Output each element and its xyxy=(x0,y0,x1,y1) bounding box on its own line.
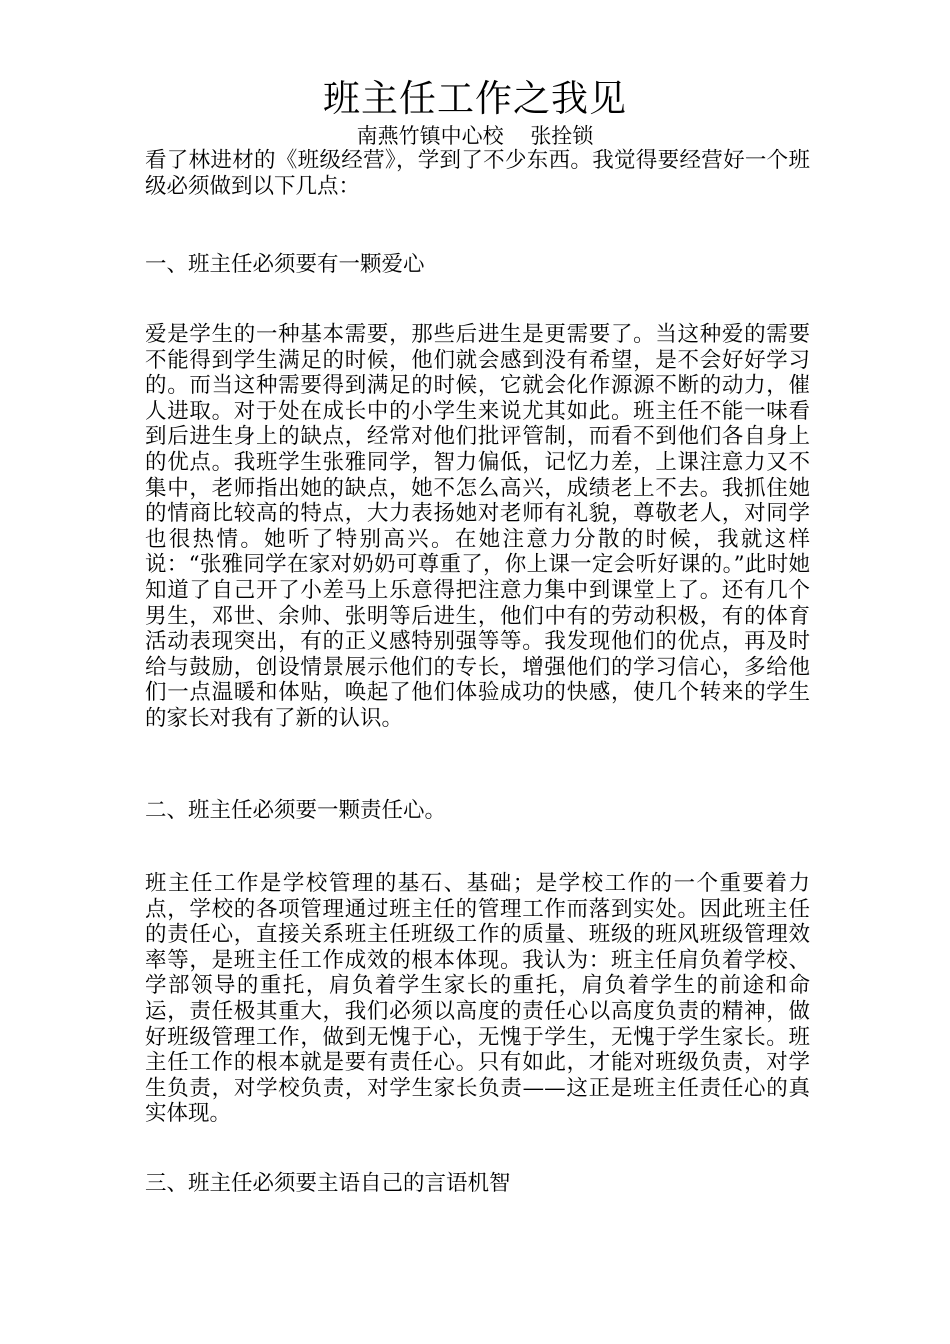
byline xyxy=(0,122,950,150)
section-body-2: 班主任工作是学校管理的基石、基础；是学校工作的一个重要着力点，学校的各项管理通过班主任的管理工作而落到实处。因此班主任的责任心，直接关系班主任班级工作的质量、班级的班风班级管理效率等，是班主任工作成效的根本体现。我认为：班主任肩负着学校、学部领导的重托，肩负着学生家长的重托，肩负着学生的前途和命运，责任极其重大，我们必须以高度的责任心以高度负责的精神，做好班级管理工作，做到无愧于心，无愧于学生，无愧于学生家长。班主任工作的根本就是要有责任心。只有如此，才能对班级负责，对学生负责，对学校负责，对学生家长负责——这正是班主任责任心的真实体现。 xyxy=(145,871,810,1127)
intro-paragraph: 看了林进材的《班级经营》，学到了不少东西。我觉得要经营好一个班级必须做到以下几点： xyxy=(145,148,810,199)
author-name: 张拴锁 xyxy=(530,124,594,148)
section-heading-2: 二、班主任必须要一颗责任心。 xyxy=(145,798,447,823)
section-body-1: 爱是学生的一种基本需要，那些后进生是更需要了。当这种爱的需要不能得到学生满足的时候，他们就会感到没有希望，是不会好好学习的。而当这种需要得到满足的时候，它就会化作源源不断的动力，催人进取。对于处在成长中的小学生来说尤其如此。班主任不能一味看到后进生身上的缺点，经常对他们批评管制，而看不到他们各自身上的优点。我班学生张雅同学，智力偏低，记忆力差，上课注意力又不集中，老师指出她的缺点，她不怎么高兴，成绩老上不去。我抓住她的情商比较高的特点，大力表扬她对老师有礼貌，尊敬老人，对同学也很热情。她听了特别高兴。在她注意力分散的时候，我就这样说：“张雅同学在家对奶奶可尊重了，你上课一定会听好课的。”此时她知道了自己开了小差马上乐意得把注意力集中到课堂上了。还有几个男生，邓世、余帅、张明等后进生，他们中有的劳动积极，有的体育活动表现突出，有的正义感特别强等等。我发现他们的优点，再及时给与鼓励，创设情景展示他们的专长，增强他们的学习信心，多给他们一点温暖和体贴，唤起了他们体验成功的快感，使几个转来的学生的家长对我有了新的认识。 xyxy=(145,322,810,731)
byline-gap xyxy=(504,124,531,148)
document-title: 班主任工作之我见 xyxy=(323,77,627,120)
school-name: 南燕竹镇中心校 xyxy=(356,124,504,148)
section-heading-3: 三、班主任必须要主语自己的言语机智 xyxy=(145,1171,511,1196)
section-heading-1: 一、班主任必须要有一颗爱心 xyxy=(145,252,425,277)
